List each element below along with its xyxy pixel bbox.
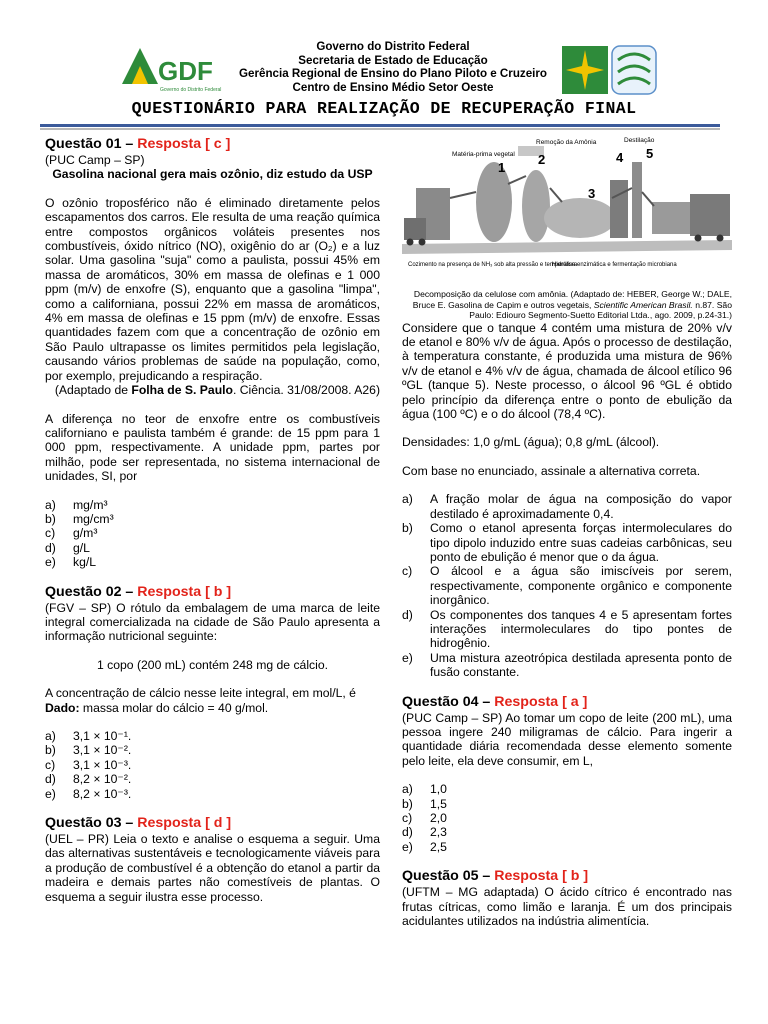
tank-number-2: 2 bbox=[538, 152, 546, 167]
caption-text-1: Decomposição da celulose com amônia. (Adaptado de: HEBER, George W.; DALE, Bruce E. Gasolina de Capim e outros vegetais, bbox=[412, 289, 732, 310]
option-letter: c) bbox=[402, 811, 413, 825]
option bbox=[402, 840, 732, 854]
citation-suffix: . Ciência. 31/08/2008. A26) bbox=[232, 383, 380, 398]
question-1-headline: Gasolina nacional gera mais ozônio, diz estudo da USP bbox=[52, 167, 373, 182]
page-title: QUESTIONÁRIO PARA REALIZAÇÃO DE RECUPERAÇÃO FINAL bbox=[131, 99, 637, 118]
option-text: 1,0 bbox=[430, 782, 447, 797]
option bbox=[45, 526, 380, 540]
option-letter: e) bbox=[45, 786, 56, 801]
question-2-label: Questão 02 – bbox=[45, 583, 134, 600]
left-column bbox=[45, 136, 380, 904]
truck-left bbox=[404, 218, 426, 240]
option-text: 3,1 × 10⁻². bbox=[73, 743, 132, 758]
option bbox=[45, 772, 380, 786]
option-text: 8,2 × 10⁻². bbox=[73, 772, 132, 787]
question-3-label: Questão 03 – bbox=[45, 815, 134, 832]
question-1-prompt: A diferença no teor de enxofre entre os combustíveis californiano e paulista também é grande: de 15 ppm para 1 000 ppm, respectivamente. A unidade ppm, partes por milhão, pode ser representada, no sistema internacional de unidades, SI, por bbox=[45, 411, 380, 484]
citation-prefix: (Adaptado de bbox=[54, 383, 132, 398]
option-letter: e) bbox=[402, 650, 413, 665]
label-remocao: Remoção da Amônia bbox=[536, 139, 597, 146]
question-1-options bbox=[45, 498, 380, 570]
option-letter: a) bbox=[45, 729, 56, 743]
caption-italic: Scientific American Brasil. bbox=[593, 299, 693, 310]
option bbox=[402, 782, 732, 796]
question-1-heading bbox=[45, 136, 380, 153]
option bbox=[402, 564, 732, 607]
option bbox=[402, 521, 732, 564]
truck-right-wheel bbox=[717, 235, 724, 242]
truck-left-wheel bbox=[407, 239, 414, 246]
option-letter: c) bbox=[402, 564, 413, 579]
option-letter: e) bbox=[45, 555, 56, 570]
caption-text-2: n.87. São Paulo: Ediouro Segmento-Suetto Editorial Ltda., ago. 2009, p.24-31.) bbox=[469, 299, 732, 321]
header-emblems bbox=[560, 42, 660, 98]
option-text: 2,0 bbox=[430, 811, 447, 825]
logo-subtext: Governo do Distrito Federal bbox=[160, 87, 222, 93]
label-hidrolise: Hidrólise enzimática e fermentação microbiana bbox=[552, 262, 677, 268]
option-text: 2,5 bbox=[430, 839, 447, 854]
option-text: kg/L bbox=[73, 555, 97, 570]
option bbox=[45, 758, 380, 772]
label-materia-prima: Matéria-prima vegetal bbox=[452, 151, 515, 158]
question-2-heading bbox=[45, 584, 380, 601]
option-letter: d) bbox=[45, 772, 56, 787]
citation-source: Folha de S. Paulo bbox=[131, 383, 233, 398]
option-letter: d) bbox=[402, 825, 413, 840]
question-5-answer: Resposta [ b ] bbox=[494, 868, 589, 885]
option-letter: a) bbox=[402, 782, 413, 797]
tank-4 bbox=[610, 180, 628, 238]
label-cozimento: Cozimento na presença de NH₃ sob alta pressão e temperatura bbox=[408, 262, 578, 268]
option-text: 2,3 bbox=[430, 825, 447, 840]
question-4-answer: Resposta [ a ] bbox=[494, 693, 588, 710]
option bbox=[402, 608, 732, 651]
data-label: Dado: bbox=[45, 700, 80, 715]
question-3-heading bbox=[45, 815, 380, 832]
option-letter: d) bbox=[45, 540, 56, 555]
option bbox=[402, 811, 732, 825]
tank-number-3: 3 bbox=[588, 186, 596, 201]
question-3-intro: (UEL – PR) Leia o texto e analise o esquema a seguir. Uma das alternativas sustentáveis e tecnologicamente viáveis para a produção de combustível é a obtenção do etanol a partir da madeira e demais partes não comestíveis de plantas. O esquema a seguir ilustra esse processo. bbox=[45, 832, 380, 904]
question-1-text: O ozônio troposférico não é eliminado diretamente pelos escapamentos dos carros. Ele resulta de uma reação química entre compostos orgânicos voláteis presentes nos combustíveis, óxido nítrico (NO), oxigênio do ar (O₂) e a luz solar. Uma gasolina "suja" como a paulista, possui 45% em massa de aromáticos, 30% em massa de olefinas e 1 000 ppm (m/v) de enxofre (S), enquanto que a gasolina "limpa", como a californiana, possui 22% em massa de aromáticos, 4% em massa de olefinas e 15 ppm (m/v) de enxofre. Essas quantidades fazem com que a concentração de ozônio em São Paulo ultrapasse os limites permitidos pela legislação, causando vários problemas de saúde na população, como, por exemplo, prejudicando a respiração. bbox=[45, 195, 380, 383]
option-letter: b) bbox=[402, 521, 413, 536]
question-1-source: (PUC Camp – SP) bbox=[45, 153, 145, 167]
question-3-text: Considere que o tanque 4 contém uma mistura de 20% v/v de etanol e 80% v/v de água. Após o processo de destilação, à temperatura constante, é produzida uma mistura de 96% v/v de etanol e 4% v/v de água, chamada de álcool etílico 96 ºGL (tanque 5). Neste processo, o álcool 96 ºGL é obtido pelo princípio da diferença entre o ponto de ebulição da água (100 ºC) e o do álcool (78,4 ºC). bbox=[402, 320, 732, 422]
question-3-densities: Densidades: 1,0 g/mL (água); 0,8 g/mL (álcool). bbox=[402, 435, 660, 450]
option bbox=[45, 743, 380, 757]
truck-right-wheel bbox=[695, 235, 702, 242]
header-institution-lines bbox=[228, 40, 558, 94]
figure-caption bbox=[402, 289, 732, 320]
option-text: Os componentes dos tanques 4 e 5 apresentam fortes interações intermoleculares do tipo pontes de hidrogênio. bbox=[430, 607, 732, 651]
option bbox=[45, 512, 380, 526]
option bbox=[45, 541, 380, 555]
question-1-citation bbox=[45, 383, 380, 397]
option-letter: b) bbox=[402, 796, 413, 811]
question-2-prompt: A concentração de cálcio nesse leite integral, em mol/L, é bbox=[45, 686, 356, 701]
tank-number-1: 1 bbox=[498, 160, 506, 175]
title-divider-shadow bbox=[40, 128, 720, 130]
option-text: mg/m³ bbox=[73, 497, 108, 512]
question-2-answer: Resposta [ b ] bbox=[137, 583, 232, 600]
option-text: 1,5 bbox=[430, 796, 447, 811]
option bbox=[45, 787, 380, 801]
question-1-answer: Resposta [ c ] bbox=[137, 136, 231, 152]
truck-left-wheel bbox=[419, 239, 426, 246]
option-letter: c) bbox=[45, 526, 56, 541]
question-4-intro: (PUC Camp – SP) Ao tomar um copo de leite (200 mL), uma pessoa ingere 240 miligramas de cálcio. Para ingerir a quantidade diária recomendada desse elemento somente pelo leite, ela deve consumir, em L, bbox=[402, 710, 732, 768]
header-line-4: Centro de Ensino Médio Setor Oeste bbox=[292, 80, 494, 94]
question-5-heading bbox=[402, 868, 732, 885]
question-2-data bbox=[45, 701, 380, 715]
option-letter: e) bbox=[402, 839, 413, 854]
question-2-label-info: 1 copo (200 mL) contém 248 mg de cálcio. bbox=[96, 657, 328, 672]
title-divider bbox=[40, 124, 720, 127]
tank-2 bbox=[522, 170, 550, 242]
question-5-label: Questão 05 – bbox=[402, 868, 491, 885]
option-letter: d) bbox=[402, 607, 413, 622]
option-letter: a) bbox=[45, 497, 56, 512]
tank-number-5: 5 bbox=[646, 146, 654, 161]
option bbox=[402, 651, 732, 680]
tank-1 bbox=[476, 162, 512, 242]
option-letter: c) bbox=[45, 757, 56, 772]
option-letter: b) bbox=[45, 511, 56, 526]
question-2-options bbox=[45, 729, 380, 801]
option-text: 3,1 × 10⁻¹. bbox=[73, 729, 132, 743]
option bbox=[45, 729, 380, 743]
truck-right bbox=[690, 194, 730, 236]
header-line-2: Secretaria de Estado de Educação bbox=[298, 53, 488, 67]
question-2-intro: (FGV – SP) O rótulo da embalagem de uma marca de leite integral comercializada na cidade de São Paulo apresenta a informação nutricional seguinte: bbox=[45, 600, 380, 644]
gdf-logo bbox=[118, 44, 230, 96]
label-destilacao: Destilação bbox=[624, 137, 655, 144]
question-5-intro: (UFTM – MG adaptada) O ácido cítrico é encontrado nas frutas cítricas, como limão e laranja. É um dos principais acidulantes utilizados na indústria alimentícia. bbox=[402, 885, 732, 929]
option bbox=[402, 492, 732, 521]
option bbox=[402, 797, 732, 811]
option-text: O álcool e a água são imiscíveis por serem, respectivamente, componente orgânico e componente inorgânico. bbox=[430, 564, 732, 608]
option-text: Como o etanol apresenta forças intermoleculares do tipo dipolo induzido entre suas cadeias carbônicas, seu ponto de ebulição é menor que o da água. bbox=[430, 521, 732, 564]
option-text: Uma mistura azeotrópica destilada apresenta ponto de fusão constante. bbox=[430, 650, 732, 680]
question-3-options bbox=[402, 492, 732, 679]
option-letter: b) bbox=[45, 743, 56, 758]
option bbox=[402, 825, 732, 839]
option-text: g/L bbox=[73, 540, 90, 555]
tank-5 bbox=[652, 202, 692, 234]
option bbox=[45, 498, 380, 512]
logo-text: GDF bbox=[158, 56, 213, 86]
tank-3 bbox=[544, 198, 616, 238]
data-text: massa molar do cálcio = 40 g/mol. bbox=[79, 700, 269, 715]
right-column bbox=[402, 136, 732, 928]
question-4-heading bbox=[402, 694, 732, 711]
option-text: A fração molar de água na composição do vapor destilado é aproximadamente 0,4. bbox=[430, 492, 732, 521]
option-text: mg/cm³ bbox=[73, 511, 114, 526]
question-1-label: Questão 01 – bbox=[45, 136, 134, 152]
question-3-prompt: Com base no enunciado, assinale a alternativa correta. bbox=[402, 463, 701, 478]
option-letter: a) bbox=[402, 492, 413, 507]
question-3-answer: Resposta [ d ] bbox=[137, 815, 232, 832]
distillation-column bbox=[632, 162, 642, 238]
header-line-1: Governo do Distrito Federal bbox=[316, 40, 470, 53]
option-text: g/m³ bbox=[73, 526, 98, 541]
tank-number-4: 4 bbox=[616, 150, 624, 165]
question-4-options bbox=[402, 782, 732, 854]
option-text: 3,1 × 10⁻³. bbox=[73, 757, 132, 772]
header-line-3: Gerência Regional de Ensino do Plano Piloto e Cruzeiro bbox=[239, 67, 547, 81]
question-4-label: Questão 04 – bbox=[402, 693, 491, 710]
ethanol-process-diagram bbox=[402, 132, 732, 284]
option bbox=[45, 555, 380, 569]
option-text: 8,2 × 10⁻³. bbox=[73, 786, 132, 801]
